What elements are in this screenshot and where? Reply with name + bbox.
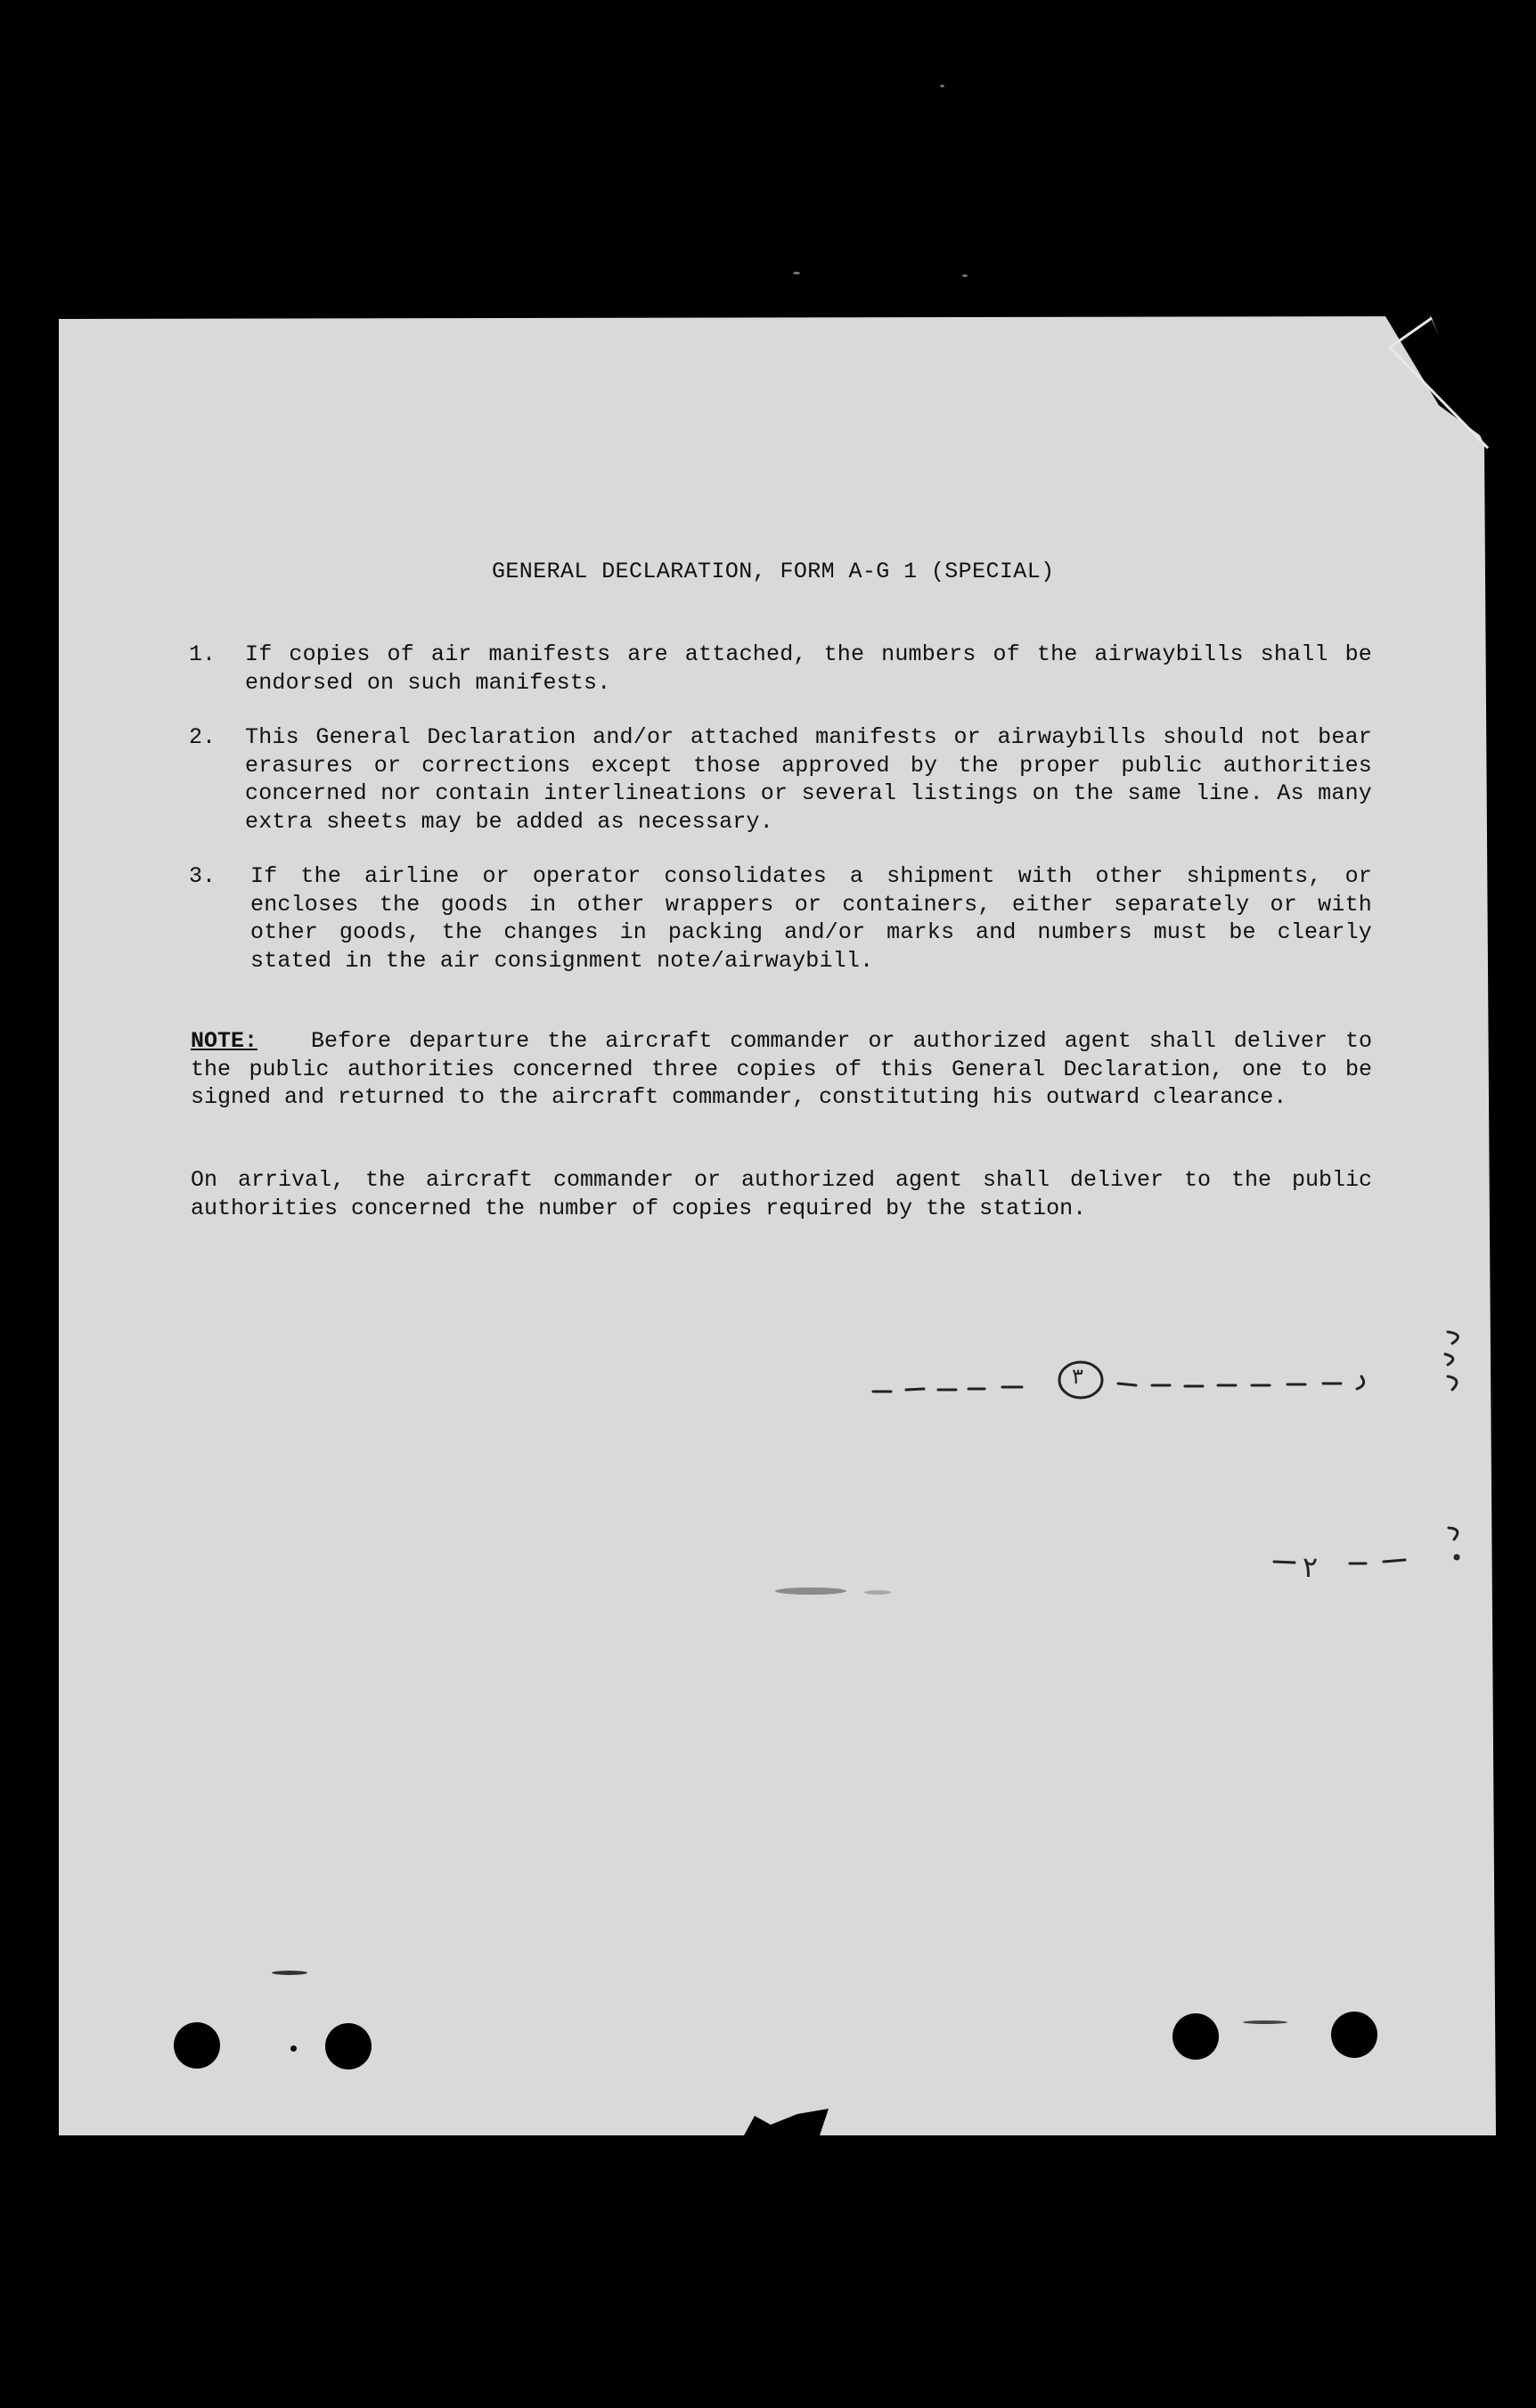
folded-corner — [1385, 316, 1492, 450]
speck — [290, 2045, 297, 2052]
scan-speck — [793, 272, 800, 274]
item-text: This General Declaration and/or attached manifests or airwaybills should not bear erasures or corrections except those approved by the proper public authorities concerned nor contain interlineations or several listings on the same line. As many extra sheets may be added as necessary. — [245, 724, 1372, 835]
speck — [1243, 2020, 1287, 2024]
arrival-paragraph: On arrival, the aircraft commander or authorized agent shall deliver to the public authorities concerned the number of copies required by the station. — [191, 1167, 1372, 1221]
punch-hole — [1331, 2012, 1377, 2058]
item-number: 2. — [189, 724, 217, 750]
handwritten-dash-line-2 — [1270, 1546, 1412, 1590]
smudge — [775, 1588, 846, 1595]
smudge — [864, 1590, 891, 1595]
scan-speck — [940, 85, 944, 87]
handwritten-dash-line — [869, 1350, 1385, 1412]
item-number: 1. — [189, 641, 217, 667]
handwritten-marginal-notes — [1434, 1327, 1479, 1595]
scan-speck — [962, 274, 968, 277]
document-page — [59, 316, 1496, 2135]
handwritten-numeral: ٢ — [1303, 1550, 1319, 1584]
bottom-tear — [735, 2098, 842, 2138]
item-text: If copies of air manifests are attached, the numbers of the airwaybills shall be endorsed on such manifests. — [245, 641, 1372, 696]
note-paragraph — [191, 1027, 1372, 1112]
circled-handwritten-mark: ٣ — [1072, 1364, 1083, 1389]
punch-hole — [174, 2022, 220, 2069]
note-text: Before departure the aircraft commander or authorized agent shall deliver to the public authorities concerned three copies of this General Declaration, one to be signed and returned to the aircraft commander, constituting his outward clearance. — [191, 1028, 1372, 1110]
item-number: 3. — [189, 863, 217, 889]
speck — [272, 1971, 307, 1975]
punch-hole — [1172, 2013, 1219, 2060]
punch-hole — [325, 2023, 372, 2069]
note-label: NOTE: — [191, 1028, 258, 1054]
document-title: GENERAL DECLARATION, FORM A-G 1 (SPECIAL) — [492, 559, 1055, 584]
item-text: If the airline or operator consolidates a shipment with other shipments, or encloses the goods in other wrappers or containers, either separately or with other goods, the changes in packing and/or marks and numbers must be clearly stated in the air consignment note/airwaybill. — [250, 863, 1372, 974]
